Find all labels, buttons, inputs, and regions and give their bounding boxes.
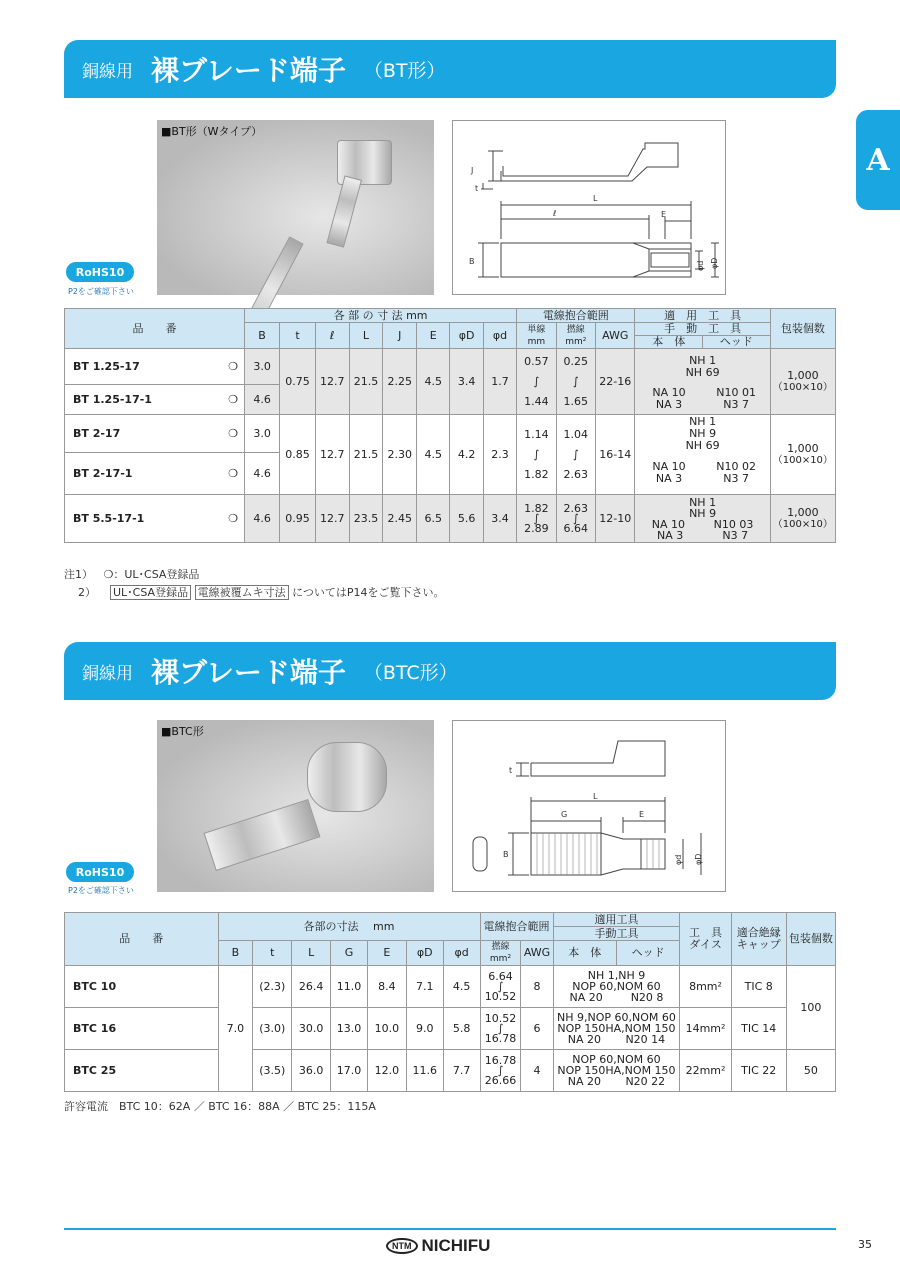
rohs-badge: RoHS10	[66, 862, 134, 882]
header-wire-range: 電線抱合範囲	[517, 309, 635, 323]
dim-label-D: φD	[710, 257, 719, 269]
dim-label-l: ℓ	[553, 209, 557, 218]
header-pack: 包装個数	[770, 309, 835, 349]
index-tab-a[interactable]: A	[856, 110, 900, 210]
banner-subtitle: （BT形）	[363, 59, 446, 82]
bt-spec-table: 品 番 各 部 の 寸 法 mm 電線抱合範囲 適 用 工 具 包装個数 B t ℓ L J E φD φd 単線mm 撚線mm² AWG 手 動 工 具 本 体 ヘッド BT 1.25-17 ❍ 3.0 0.75 12.7 21.5 2.25 4.5 3.4 1.7 0.57 ∫ 1.44 0.25 ∫ 1.65 22-16 NH 1 NH 69 1,000 （100×10） BT 1.25-17-1 ❍ 4.6 NA 10 NA 3 N10 01 N3 7 BT 2-17 ❍ 3.0 0.85 12.7 21.5 2.30 4.5 4.2 2.3 1.14 ∫ 1.82 1.04 ∫ 2.63 16-14 NH 1 NH 9 NH 69 1,000 （100×10） BT 2-17-1 ❍ 4.6 NA 10 NA 3 N10 02 N3 7 BT 5.5-17-1 ❍ 4.6 0.95 12.7 23.5 2.45 6.5 5.6 3.4 1.82 ∫ 2.89 2.63 ∫ 6.64 12-10 NH 1 NH 9 NA 10 N10 03 NA 3 N3 7 1,000 （100×10）	[64, 308, 836, 543]
table-row: BT 1.25-17-1 ❍ 4.6 NA 10 NA 3 N10 01 N3 7	[65, 385, 836, 415]
ul-mark-icon: ❍	[228, 359, 238, 373]
dim-label-B: B	[469, 257, 475, 266]
page-number: 35	[858, 1238, 872, 1251]
dim-label-B2: B	[503, 850, 509, 859]
note-2: 2） UL･CSA登録品 電線被覆ムキ寸法 についてはP14をご覧下さい。	[78, 586, 445, 599]
dim-label-E: E	[661, 210, 667, 219]
ul-mark-icon: ❍	[228, 392, 238, 406]
table-row: BT 2-17 ❍ 3.0 0.85 12.7 21.5 2.30 4.5 4.2 2.3 1.14 ∫ 1.82 1.04 ∫ 2.63 16-14 NH 1 NH 9 NH 69 1,000 （100×10）	[65, 415, 836, 453]
dim-label-L: L	[593, 194, 598, 203]
note-1: 注1） ❍：UL･CSA登録品	[64, 568, 200, 581]
header-pack: 包装個数	[786, 913, 835, 966]
header-tools: 適 用 工 具	[635, 309, 770, 323]
banner-title: 裸ブレード端子	[151, 656, 346, 689]
dim-label-d: φd	[696, 260, 705, 271]
table-row: BTC 10 7.0 (2.3) 26.4 11.0 8.4 7.1 4.5 6.64 ∫ 10.52 8 NH 1,NH 9 NOP 60,NOM 60 NA 20 N20 8 8mm² TIC 8 100	[65, 966, 836, 1008]
ul-mark-icon: ❍	[228, 511, 238, 525]
header-dimensions: 各部の寸法 mm	[218, 913, 480, 941]
banner-prefix: 銅線用	[82, 61, 133, 82]
table-row: BTC 16 (3.0) 30.0 13.0 10.0 9.0 5.8 10.52 ∫ 16.78 6 NH 9,NOP 60,NOM 60 NOP 150HA,NOM 150 NA 20 N20 14 14mm² TIC 14	[65, 1008, 836, 1050]
footer-divider	[64, 1228, 836, 1230]
banner-subtitle: （BTC形）	[363, 661, 458, 684]
header-part-number: 品 番	[65, 309, 245, 349]
section-banner-bt	[64, 40, 836, 98]
dim-label-t2: t	[509, 766, 513, 775]
dim-label-E2: E	[639, 810, 645, 819]
dim-label-d2: φd	[674, 854, 683, 865]
photo-caption: ■BTC形	[161, 725, 204, 738]
header-part-number: 品 番	[65, 913, 219, 966]
header-tools: 適用工具	[553, 913, 680, 927]
rohs-badge: RoHS10	[66, 262, 134, 282]
rohs-note: P2をご確認下さい	[68, 886, 134, 895]
photo-caption: ■BT形（Wタイプ）	[161, 125, 263, 138]
allowable-current: 許容電流 BTC 10：62A ／ BTC 16：88A ／ BTC 25：115A	[64, 1100, 376, 1113]
dimension-drawing-btc	[452, 720, 726, 892]
section-banner-btc	[64, 642, 836, 700]
table-row: BT 2-17-1 ❍ 4.6 NA 10 NA 3 N10 02 N3 7	[65, 453, 836, 495]
table-row: BT 1.25-17 ❍ 3.0 0.75 12.7 21.5 2.25 4.5 3.4 1.7 0.57 ∫ 1.44 0.25 ∫ 1.65 22-16 NH 1 NH 69 1,000 （100×10）	[65, 349, 836, 385]
banner-prefix: 銅線用	[82, 663, 133, 684]
dim-label-j: J	[471, 166, 474, 175]
dim-label-G: G	[561, 810, 568, 819]
ul-mark-icon: ❍	[228, 466, 238, 480]
dim-label-D2: φD	[694, 853, 703, 865]
dim-label-L2: L	[593, 792, 598, 801]
header-hand-tools: 手 動 工 具	[635, 323, 770, 336]
nichifu-logo: NTM NICHIFU	[386, 1236, 490, 1256]
header-dimensions: 各 部 の 寸 法 mm	[244, 309, 516, 323]
ntm-logo-icon: NTM	[386, 1238, 418, 1254]
header-wire-range: 電線抱合範囲	[480, 913, 553, 941]
dimension-drawing-bt	[452, 120, 726, 295]
banner-title: 裸ブレード端子	[151, 54, 346, 87]
ul-mark-icon: ❍	[228, 426, 238, 440]
table-row: BTC 25 (3.5) 36.0 17.0 12.0 11.6 7.7 16.78 ∫ 26.66 4 NOP 60,NOM 60 NOP 150HA,NOM 150 NA 20 N20 22 22mm² TIC 22 50	[65, 1050, 836, 1092]
table-row: BT 5.5-17-1 ❍ 4.6 0.95 12.7 23.5 2.45 6.5 5.6 3.4 1.82 ∫ 2.89 2.63 ∫ 6.64 12-10 NH 1 NH 9 NA 10 N10 03 NA 3 N3 7 1,000 （100×10）	[65, 495, 836, 543]
product-photo-bt	[157, 120, 434, 295]
rohs-note: P2をご確認下さい	[68, 287, 134, 296]
product-photo-btc	[157, 720, 434, 892]
btc-spec-table: 品 番 各部の寸法 mm 電線抱合範囲 適用工具 工 具 ダイス 適合絶縁 キャップ 包装個数 手動工具 B t L G E φD φd 撚線mm² AWG 本 体 ヘッド BTC 10 7.0 (2.3) 26.4 11.0 8.4 7.1 4.5 6.64 ∫ 10.52 8 NH 1,NH 9 NOP 60,NOM 60 NA 20 N20 8 8mm² TIC 8 100 BTC 16 (3.0) 30.0 13.0 10.0 9.0 5.8 10.52 ∫ 16.78 6 NH 9,NOP 60,NOM 60 NOP 150HA,NOM 150 NA 20 N20 14 14mm² TIC 14 BTC 25 (3.5) 36.0 17.0 12.0 11.6 7.7 16.78 ∫ 26.66 4 NOP 60,NOM 60 NOP 150HA,NOM 150 NA 20 N20 22 22mm² TIC 22 50	[64, 912, 836, 1092]
dim-label-t: t	[475, 184, 479, 193]
